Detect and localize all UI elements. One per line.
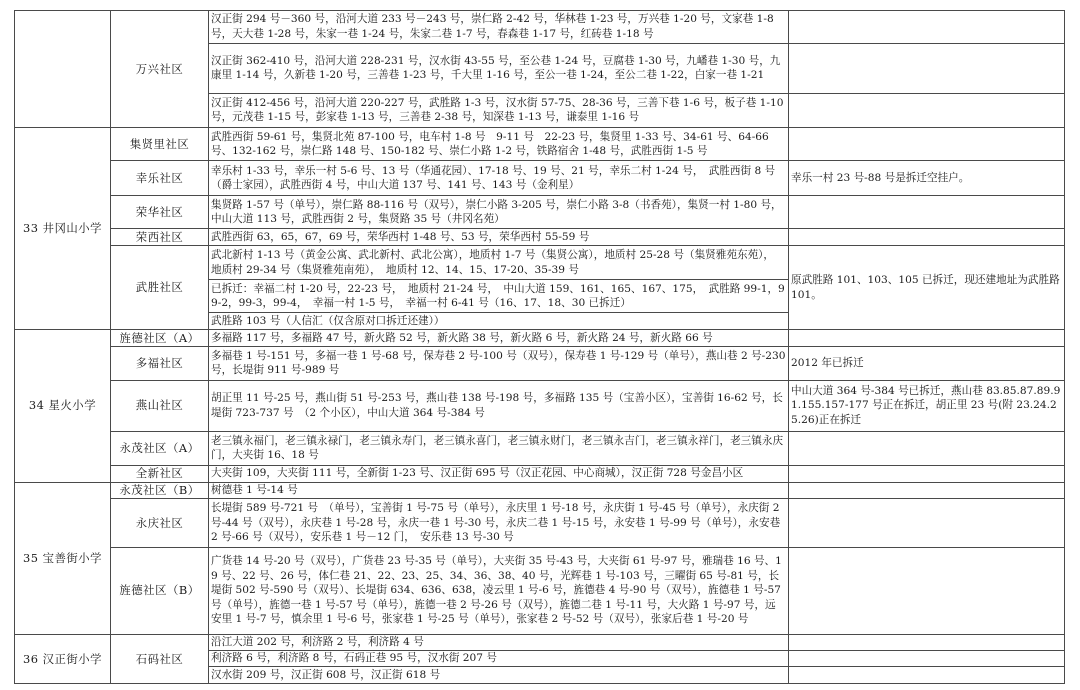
table-row xyxy=(15,329,1065,346)
table-row xyxy=(15,431,1065,465)
table-row xyxy=(15,547,1065,634)
scope-cell: 多福巷 1 号-151 号，多福一巷 1 号-68 号，保寿巷 2 号-100 号（双号），保寿巷 1 号-129 号（单号），燕山巷 2 号-230 号，长堤街 911 号-989 号 xyxy=(209,346,789,380)
note-cell xyxy=(789,93,1065,127)
note-cell xyxy=(789,498,1065,547)
table-row xyxy=(15,634,1065,650)
table-row xyxy=(15,465,1065,482)
note-cell xyxy=(789,11,1065,44)
scope-cell: 长堤街 589 号-721 号 （单号），宝善街 1 号-75 号（单号），永庆里 1 号-18 号，永庆街 1 号-45 号（单号），永庆街 2 号-44 号（双号），永庆巷 1 号-28 号，永庆一巷 1 号-30 号，永庆二巷 1 号-15 号，永安巷 1 号-99 号（单号），永安巷 2 号-66 号（双号），安乐巷 1 号－12 门， 安乐巷 13 号-30 号 xyxy=(209,498,789,547)
community-cell: 永庆社区 xyxy=(111,498,209,547)
community-cell: 燕山社区 xyxy=(111,380,209,431)
scope-cell: 已拆迁：幸福二村 1-20 号，22-23 号， 地质村 21-24 号， 中山大道 159、161、165、167、175， 武胜路 99-1，99-2，99-3，99-4， 幸福一村 1-5 号， 幸福一村 6-41 号（16、17、18、30 已拆迁） xyxy=(209,280,789,313)
note-cell xyxy=(789,43,1065,93)
community-cell: 旌德社区（A） xyxy=(111,329,209,346)
note-cell xyxy=(789,196,1065,229)
table-row xyxy=(15,346,1065,380)
table-row xyxy=(15,196,1065,229)
school-cell: 35 宝善街小学 xyxy=(15,482,111,634)
scope-cell: 幸乐村 1-33 号，幸乐一村 5-6 号、13 号（华通花园）、17-18 号、19 号、21 号，幸乐二村 1-24 号， 武胜西街 8 号（爵士家园），武胜西街 4 号，中山大道 137 号、141 号、143 号（金利星） xyxy=(209,161,789,196)
note-cell xyxy=(789,229,1065,246)
community-cell: 万兴社区 xyxy=(111,11,209,128)
table-row xyxy=(15,127,1065,161)
table-row xyxy=(15,246,1065,280)
scope-cell: 汉正街 294 号－360 号，沿河大道 233 号－243 号，崇仁路 2-42 号，华林巷 1-23 号，万兴巷 1-20 号，文家巷 1-8 号，天大巷 1-28 号，朱家一巷 1-24 号，朱家二巷 1-7 号，春森巷 1-17 号，红砖巷 1-18 号 xyxy=(209,11,789,44)
school-cell-continued xyxy=(15,11,111,128)
scope-cell: 利济路 6 号，利济路 8 号，石码正巷 95 号，汉水街 207 号 xyxy=(209,651,789,667)
community-cell: 集贤里社区 xyxy=(111,127,209,161)
community-cell: 多福社区 xyxy=(111,346,209,380)
note-cell: 2012 年已拆迁 xyxy=(789,346,1065,380)
scope-cell: 武北新村 1-13 号（黄金公寓、武北新村、武北公寓），地质村 1-7 号（集贤公寓），地质村 25-28 号（集贤雅苑东苑）， 地质村 29-34 号（集贤雅苑南苑）， 地质村 12、14、15、17-20、35-39 号 xyxy=(209,246,789,280)
school-cell: 33 井冈山小学 xyxy=(15,127,111,329)
table-row xyxy=(15,482,1065,498)
community-cell: 永茂社区（B） xyxy=(111,482,209,498)
scope-cell: 武胜路 103 号（人信汇（仅含原对口拆迁还建）） xyxy=(209,312,789,329)
community-cell: 石码社区 xyxy=(111,634,209,683)
scope-cell: 多福路 117 号，多福路 47 号，新火路 52 号，新火路 38 号，新火路 6 号，新火路 24 号，新火路 66 号 xyxy=(209,329,789,346)
school-cell: 36 汉正街小学 xyxy=(15,634,111,683)
scope-cell: 武胜西街 59-61 号，集贤北苑 87-100 号，电车村 1-8 号 9-11 号 22-23 号，集贤里 1-33 号、34-61 号、64-66 号、132-162 号，崇仁路 148 号、150-182 号、崇仁小路 1-2 号，铁路宿舍 1-48 号，武胜西街 1-5 号 xyxy=(209,127,789,161)
scope-cell: 汉水街 209 号，汉正街 608 号，汉正街 618 号 xyxy=(209,667,789,684)
note-cell: 原武胜路 101、103、105 已拆迁，现还建地址为武胜路 101。 xyxy=(789,246,1065,330)
scope-cell: 武胜西街 63，65，67，69 号，荣华西村 1-48 号、53 号，荣华西村 55-59 号 xyxy=(209,229,789,246)
table-row xyxy=(15,161,1065,196)
table-row xyxy=(15,11,1065,44)
school-zoning-table xyxy=(14,10,1065,684)
note-cell: 幸乐一村 23 号-88 号是拆迁空挂户。 xyxy=(789,161,1065,196)
scope-cell: 大夹街 109，大夹街 111 号，全新街 1-23 号、汉正街 695 号（汉正花园、中心商城），汉正街 728 号金昌小区 xyxy=(209,465,789,482)
community-cell: 武胜社区 xyxy=(111,246,209,330)
community-cell: 永茂社区（A） xyxy=(111,431,209,465)
community-cell: 荣华社区 xyxy=(111,196,209,229)
note-cell xyxy=(789,127,1065,161)
scope-cell: 汉正街 362-410 号，沿河大道 228-231 号，汉水街 43-55 号，至公巷 1-24 号，豆腐巷 1-30 号，九嶓巷 1-30 号，九康里 1-14 号，久新巷 1-20 号，三善巷 1-23 号，千大里 1-16 号，至公一巷 1-24，至公二巷 1-22，白家一巷 1-21 xyxy=(209,43,789,93)
scope-cell: 沿江大道 202 号，利济路 2 号，利济路 4 号 xyxy=(209,634,789,650)
community-cell: 全新社区 xyxy=(111,465,209,482)
note-cell xyxy=(789,431,1065,465)
note-cell xyxy=(789,634,1065,650)
table-row xyxy=(15,229,1065,246)
school-cell: 34 星火小学 xyxy=(15,329,111,482)
scope-cell: 广货巷 14 号-20 号（双号），广货巷 23 号-35 号（单号），大夹街 35 号-43 号，大夹街 61 号-97 号，雅瑞巷 16 号、19 号、22 号、26 号，体仁巷 21、22、23、25、34、36、38、40 号，光辉巷 1 号-103 号，三曜街 65 号-81 号，长堤街 502 号-590 号（双号）、长堤街 634、636、638，凌云里 1 号-6 号，旌德巷 4 号-90 号（双号），旌德巷 1 号-57 号（单号），旌德一巷 1 号-57 号（单号），旌德一巷 2 号-26 号（双号），旌德二巷 1 号-11 号，大火路 1 号-97 号，远安里 1 号-7 号，慎余里 1 号-6 号，张家巷 1 号-25 号（单号），张家巷 2 号-52 号（双号），张家后巷 1 号-20 号 xyxy=(209,547,789,634)
note-cell xyxy=(789,651,1065,667)
table-row xyxy=(15,380,1065,431)
community-cell: 荣西社区 xyxy=(111,229,209,246)
scope-cell: 老三镇永福门，老三镇永禄门，老三镇永寿门，老三镇永喜门，老三镇永财门，老三镇永吉门，老三镇永祥门，老三镇永庆门，大夹街 16、18 号 xyxy=(209,431,789,465)
table-row xyxy=(15,498,1065,547)
note-cell xyxy=(789,482,1065,498)
note-cell xyxy=(789,465,1065,482)
scope-cell: 树德巷 1 号-14 号 xyxy=(209,482,789,498)
note-cell xyxy=(789,547,1065,634)
community-cell: 幸乐社区 xyxy=(111,161,209,196)
note-cell xyxy=(789,329,1065,346)
note-cell: 中山大道 364 号-384 号已拆迁，燕山巷 83.85.87.89.91.155.157-177 号正在拆迁，胡正里 23 号(附 23.24.25.26)正在拆迁 xyxy=(789,380,1065,431)
scope-cell: 汉正街 412-456 号，沿河大道 220-227 号，武胜路 1-3 号，汉水街 57-75、28-36 号，三善下巷 1-6 号，板子巷 1-10 号，元茂巷 1-15 号，彭家巷 1-13 号，三善巷 2-38 号，知深巷 1-13 号，谦泰里 1-16 号 xyxy=(209,93,789,127)
scope-cell: 胡正里 11 号-25 号，燕山街 51 号-253 号，燕山巷 138 号-198 号，多福路 135 号（宝善小区），宝善街 16-62 号，长堤街 723-737 号 （2 个小区），中山大道 364 号-384 号 xyxy=(209,380,789,431)
note-cell xyxy=(789,667,1065,684)
scope-cell: 集贤路 1-57 号（单号），崇仁路 88-116 号（双号），崇仁小路 3-205 号，崇仁小路 3-8（书香苑），集贤一村 1-80 号，中山大道 113 号，武胜西街 2 号，集贤路 35 号（井冈名苑） xyxy=(209,196,789,229)
community-cell: 旌德社区（B） xyxy=(111,547,209,634)
